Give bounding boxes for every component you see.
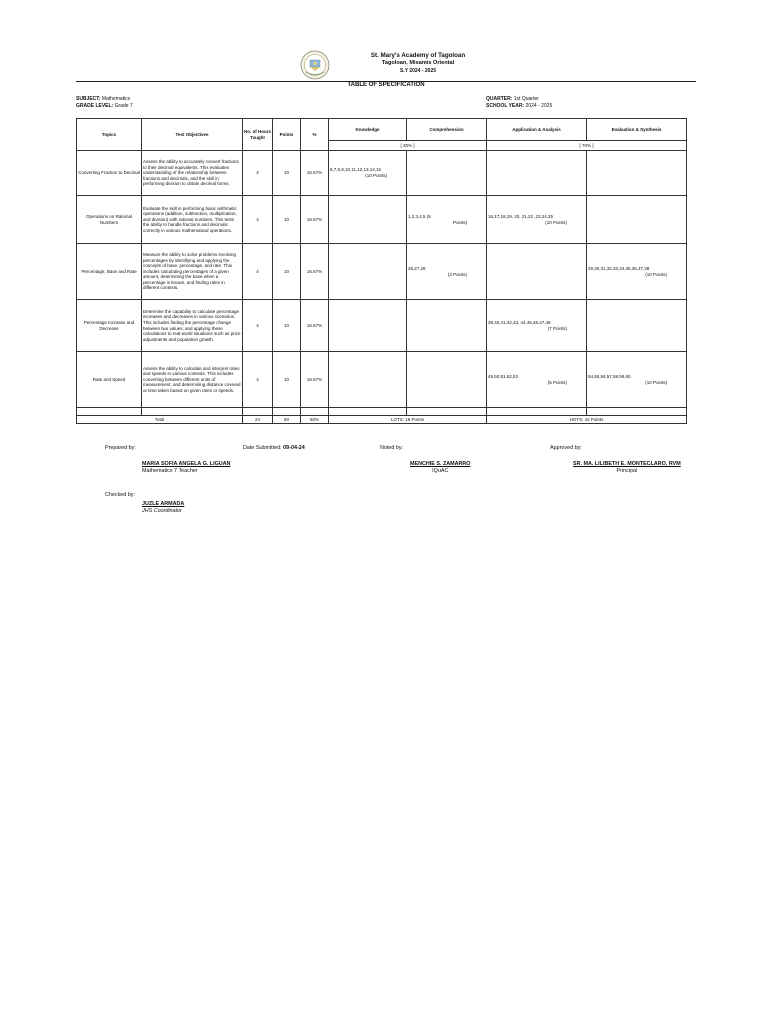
noted-label: Noted by: — [380, 445, 404, 451]
knowledge-cell — [329, 300, 407, 352]
lots-percent: [ 30% ] — [329, 141, 487, 151]
hours-cell: 4 — [243, 151, 273, 196]
subject-line — [76, 96, 130, 103]
item-points: (10 Points) — [645, 271, 667, 277]
total-percent: 60% — [301, 416, 329, 424]
document-title: TABLE OF SPECIFICATION — [347, 82, 425, 88]
item-points: Points) — [452, 219, 467, 225]
item-points: (10 Points) — [645, 379, 667, 385]
checked-signatory — [142, 501, 184, 515]
points-cell: 10 — [273, 244, 301, 300]
school-name: St. Mary's Academy of Tagoloan — [370, 52, 466, 59]
grade-value: Grade 7 — [114, 103, 133, 109]
application-cell — [487, 300, 587, 352]
knowledge-cell — [329, 196, 407, 244]
total-row — [77, 416, 687, 424]
school-header — [338, 52, 498, 75]
quarter-label: QUARTER: — [486, 96, 513, 102]
prepared-title: Mathematics 7 Teacher — [142, 468, 198, 474]
evaluation-cell — [587, 196, 687, 244]
application-cell — [487, 244, 587, 300]
header-application: Application & Analysis — [487, 119, 587, 141]
item-points: (10 Points) — [545, 219, 567, 225]
topic-cell: Percentage Increase and Decrease — [77, 300, 142, 352]
total-lots: LOTS: 18 Points — [329, 416, 487, 424]
header-evaluation: Evaluation & Synthesis — [587, 119, 687, 141]
prepared-signatory — [142, 461, 230, 475]
header-objectives: Test Objectives — [142, 119, 243, 151]
date-submitted — [243, 445, 305, 452]
noted-signatory — [410, 461, 471, 475]
total-hots: HOTS: 42 Points — [487, 416, 687, 424]
prepared-name: MARIA SOFIA ANGELA G. LIGUAN — [142, 461, 231, 467]
objective-cell: Evaluate the skill in performing basic arithmetic operations (addition, subtraction, multiplication, and division) with rational numbers. This tests the ability to handle fractions and decimals correctly in various mathematical operations. — [142, 196, 243, 244]
header-comprehension: Comprehension — [407, 119, 487, 141]
school-year-line — [486, 103, 552, 110]
table-row — [77, 352, 687, 408]
approved-signatory — [573, 461, 681, 475]
knowledge-cell — [329, 151, 407, 196]
date-label: Date Submitted: — [243, 445, 282, 451]
percent-cell: 16.67% — [301, 151, 329, 196]
topic-cell: Converting Fraction to Decimal — [77, 151, 142, 196]
item-numbers: 1,2,3,4,5 (5 — [408, 213, 431, 219]
percent-cell: 16.67% — [301, 300, 329, 352]
table-header-row — [77, 119, 687, 141]
percent-cell: 16.67% — [301, 352, 329, 408]
specification-table — [76, 118, 687, 424]
checked-name: JUZLE ARMADA — [142, 501, 185, 507]
date-value: 09-04-24 — [283, 445, 305, 451]
comprehension-cell — [407, 151, 487, 196]
hots-percent: [ 70% ] — [487, 141, 687, 151]
item-numbers: 39,40,41,42,43, 44,45,46,47,48 — [488, 319, 551, 325]
points-cell: 10 — [273, 196, 301, 244]
header-topics: Topics — [77, 119, 142, 151]
prepared-label: Prepared by: — [105, 445, 136, 451]
header-knowledge: Knowledge — [329, 119, 407, 141]
checked-label: Checked by: — [105, 492, 135, 498]
grade-line — [76, 103, 133, 110]
item-points: (5 Points) — [547, 379, 567, 385]
objective-cell: Assess the ability to calculate and interpret rates and speeds in various contexts. This includes converting between different units of measurement, and determining distance covered or time taken based on given rates or speeds. — [142, 352, 243, 408]
evaluation-cell — [587, 352, 687, 408]
school-year: S.Y 2024 - 2025 — [399, 67, 437, 74]
objective-cell: Measure the ability to solve problems involving percentages by identifying and applying the concepts of base, percentage, and rate. This includes calculating percentages of a given amount, determining the base when a percentage is known, and finding rates in different contexts. — [142, 244, 243, 300]
approved-name: SR. MA. LILIBETH E. MONTECLARO, RVM — [573, 461, 681, 467]
table-row — [77, 244, 687, 300]
topic-cell: Operations on Rational Numbers — [77, 196, 142, 244]
noted-name: MENCHIE S. ZAMARRO — [410, 461, 471, 467]
hours-cell: 4 — [243, 244, 273, 300]
evaluation-cell — [587, 244, 687, 300]
points-cell: 10 — [273, 300, 301, 352]
points-cell: 10 — [273, 352, 301, 408]
approved-title: Principal — [616, 468, 638, 474]
school-seal-icon — [300, 50, 330, 80]
item-points: (3 Points) — [447, 271, 467, 277]
header-points: Points — [273, 119, 301, 151]
topic-cell: Percentage, Base and Rate — [77, 244, 142, 300]
knowledge-cell — [329, 244, 407, 300]
item-numbers: 49,50,51,52,53 — [488, 373, 519, 379]
table-row — [77, 196, 687, 244]
application-cell — [487, 352, 587, 408]
checked-title: JHS Coordinator — [142, 508, 182, 514]
sy-label: SCHOOL YEAR: — [486, 103, 525, 109]
application-cell — [487, 151, 587, 196]
objective-cell: Determine the capability to calculate percentage increases and decreases in various scenarios. This includes finding the percentage change between two values, and applying these calculations to real-world situations such as price adjustments and population growth. — [142, 300, 243, 352]
spacer-row — [77, 408, 687, 416]
hours-cell: 4 — [243, 300, 273, 352]
approved-label: Approved by: — [550, 445, 582, 451]
item-numbers: 6,7,8,9,10,11,12,13,14,15 — [330, 167, 381, 173]
total-points: 60 — [273, 416, 301, 424]
quarter-line — [486, 96, 539, 103]
total-label: Total — [77, 416, 243, 424]
table-row — [77, 300, 687, 352]
topic-cell: Rate and Speed — [77, 352, 142, 408]
sy-value: 2024 - 2025 — [525, 103, 553, 109]
item-numbers: 54,55,56,57,58,59,60 — [588, 373, 631, 379]
school-address: Tagoloan, Misamis Oriental — [381, 60, 455, 66]
hours-cell: 4 — [243, 352, 273, 408]
comprehension-cell — [407, 196, 487, 244]
total-hours: 24 — [243, 416, 273, 424]
evaluation-cell — [587, 300, 687, 352]
comprehension-cell — [407, 244, 487, 300]
header-percent: % — [301, 119, 329, 151]
comprehension-cell — [407, 300, 487, 352]
item-numbers: 16,17,18,19, 20, 21,22 ,23,24,25 — [488, 213, 554, 219]
percent-cell: 16.67% — [301, 196, 329, 244]
knowledge-cell — [329, 352, 407, 408]
subject-value: Mathematics — [101, 96, 131, 102]
points-cell: 10 — [273, 151, 301, 196]
item-numbers: 29,30,31,32,33,34,35,36,37,38 — [588, 265, 650, 271]
noted-title: IQuAC — [432, 468, 449, 474]
grade-label: GRADE LEVEL: — [76, 103, 114, 109]
evaluation-cell — [587, 151, 687, 196]
item-points: (10 Points) — [365, 173, 387, 178]
subject-label: SUBJECT: — [76, 96, 101, 102]
comprehension-cell — [407, 352, 487, 408]
item-points: (7 Points) — [547, 325, 567, 331]
application-cell — [487, 196, 587, 244]
table-row — [77, 151, 687, 196]
item-numbers: 26,27,28 — [408, 265, 426, 271]
hours-cell: 4 — [243, 196, 273, 244]
objective-cell: Assess the ability to accurately convert fractions to their decimal equivalents. This evaluates understanding of the relationship between fractions and decimals, and the skill in performing division to obtain decimal forms. — [142, 151, 243, 196]
quarter-value: 1st Quarter — [513, 96, 539, 102]
percent-cell: 16.67% — [301, 244, 329, 300]
header-hours: No. of Hours Taught — [243, 119, 273, 151]
